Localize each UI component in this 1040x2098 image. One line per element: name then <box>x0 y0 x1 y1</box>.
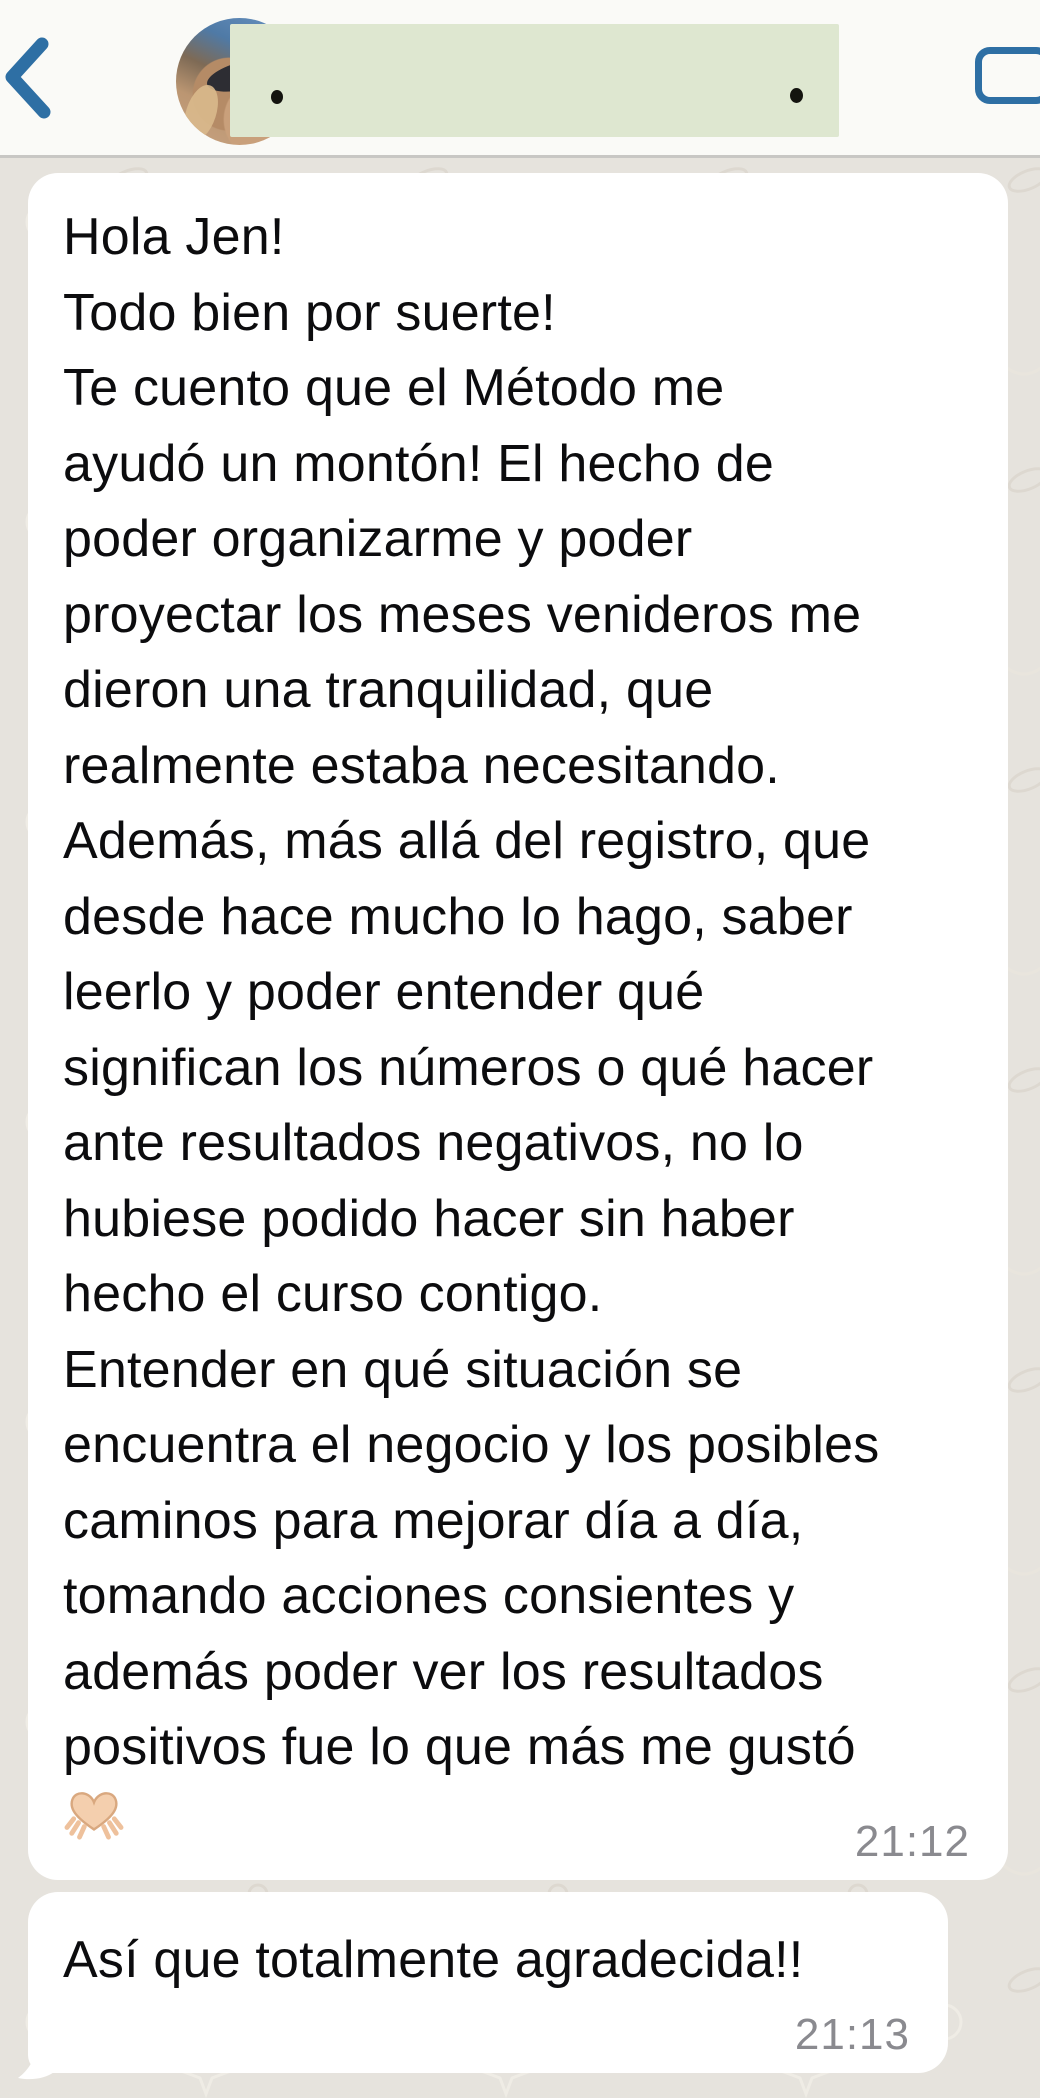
message-line: dieron una tranquilidad, que <box>63 661 714 719</box>
message-line: hubiese podido hacer sin haber <box>63 1189 795 1248</box>
message-line: Además, más allá del registro, que <box>63 812 871 870</box>
message-line: tomando acciones consientes y <box>63 1567 795 1625</box>
message-line: Hola Jen! <box>63 208 285 266</box>
chat-header <box>0 0 1040 158</box>
message-line: leerlo y poder entender qué <box>63 963 705 1021</box>
redaction-dot <box>271 90 283 104</box>
message-line: poder organizarme y poder <box>63 510 693 568</box>
message-line: positivos fue lo que más me gustó <box>63 1718 856 1776</box>
message-line: hecho el curso contigo. <box>63 1265 603 1323</box>
chevron-left-icon <box>0 108 56 123</box>
back-button[interactable] <box>0 36 56 120</box>
message-line: proyectar los meses venideros me <box>63 585 862 644</box>
name-redaction-overlay <box>230 24 839 137</box>
message-line: ante resultados negativos, no lo <box>63 1114 804 1172</box>
message-line: Todo bien por suerte! <box>63 283 556 342</box>
message-bubble[interactable] <box>28 173 1008 1880</box>
video-call-button[interactable] <box>975 47 1040 104</box>
message-line: Entender en qué situación se <box>63 1340 743 1399</box>
message-timestamp: 21:13 <box>794 2010 910 2059</box>
conversation-area <box>0 158 1040 2098</box>
message-line: significan los números o qué hacer <box>63 1038 874 1097</box>
message-line: Te cuento que el Método me <box>63 359 725 417</box>
message-line: Así que totalmente agradecida!! <box>63 1931 804 1989</box>
message-bubble[interactable] <box>28 1892 948 2073</box>
message-line: ayudó un montón! El hecho de <box>63 434 775 493</box>
message-timestamp: 21:12 <box>854 1817 970 1866</box>
message-line: además poder ver los resultados <box>63 1642 824 1701</box>
message-line: realmente estaba necesitando. <box>63 736 780 795</box>
message-line: caminos para mejorar día a día, <box>63 1491 804 1550</box>
heart-hands-emoji <box>63 1784 125 1864</box>
bubble-tail <box>14 2036 56 2080</box>
message-line: encuentra el negocio y los posibles <box>63 1416 880 1474</box>
redaction-dot <box>790 88 803 103</box>
message-line: desde hace mucho lo hago, saber <box>63 887 853 946</box>
